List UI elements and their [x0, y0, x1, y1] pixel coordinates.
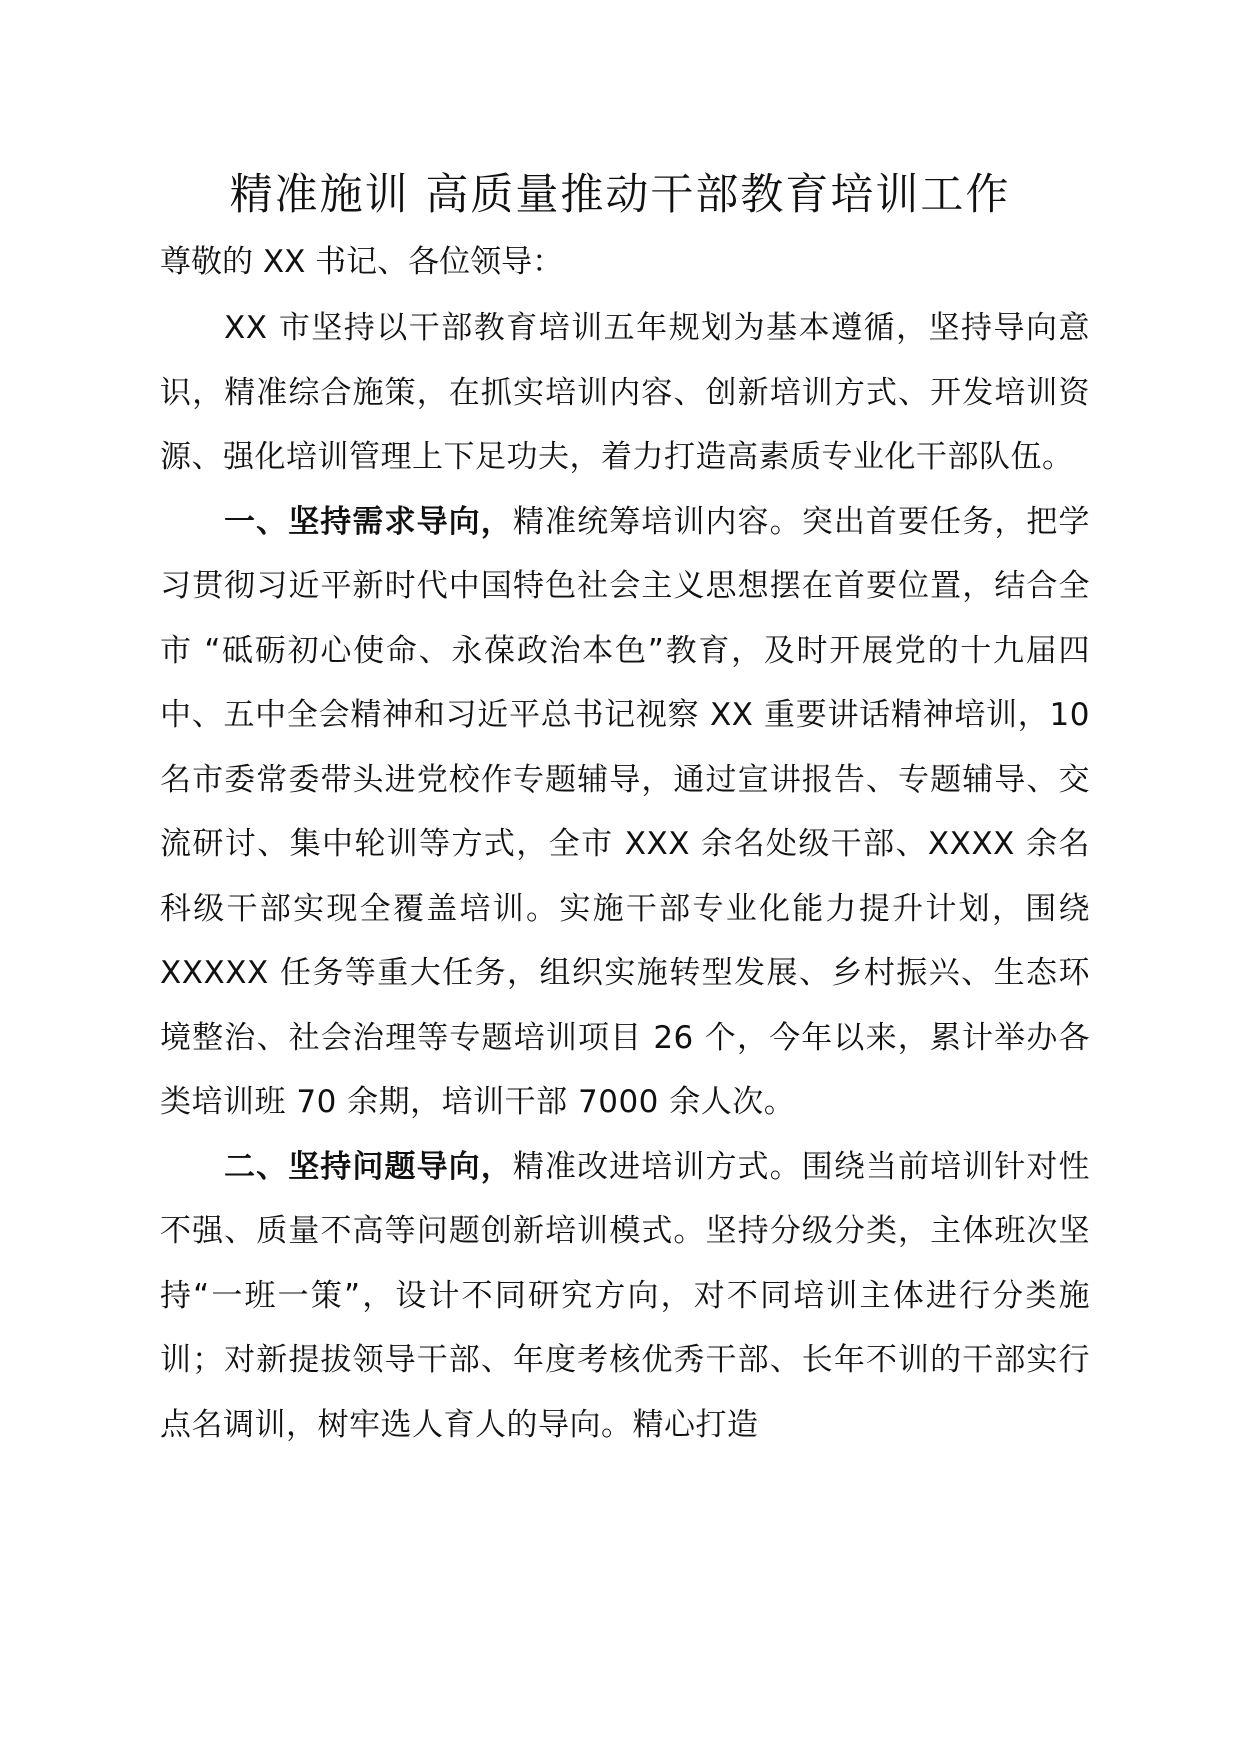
section-one-heading: 一、坚持需求导向， — [224, 503, 513, 540]
salutation: 尊敬的 XX 书记、各位领导： — [160, 244, 564, 280]
document-title: 精准施训 高质量推动干部教育培训工作 — [229, 170, 1011, 220]
paragraph-section-one — [160, 490, 1090, 1135]
paragraph-intro-text: XX 市坚持以干部教育培训五年规划为基本遵循，坚持导向意识，精准综合施策，在抓实培训内容、创新培训方式、开发培训资源、强化培训管理上下足功夫，着力打造高素质专业化干部队伍。 — [160, 310, 1090, 475]
paragraph-section-two — [160, 1135, 1090, 1458]
section-one-text: 精准统筹培训内容。突出首要任务，把学习贯彻习近平新时代中国特色社会主义思想摆在首要位置，结合全市 “砥砺初心使命、永葆政治本色”教育，及时开展党的十九届四中、五中全会精神和习近平总书记视察 XX 重要讲话精神培训，10 名市委常委带头进党校作专题辅导，通过宣讲报告、专题辅导、交流研讨、集中轮训等方式，全市 XXX 余名处级干部、XXXX 余名科级干部实现全覆盖培训。实施干部专业化能力提升计划，围绕 XXXXX 任务等重大任务，组织实施转型发展、乡村振兴、生态环境整治、社会治理等专题培训项目 26 个，今年以来，累计举办各类培训班 70 余期，培训干部 7000 余人次。 — [160, 503, 1091, 1120]
section-two-text: 精准改进培训方式。围绕当前培训针对性不强、质量不高等问题创新培训模式。坚持分级分类，主体班次坚持“一班一策”，设计不同研究方向，对不同培训主体进行分类施训；对新提拔领导干部、年度考核优秀干部、长年不训的干部实行点名调训，树牢选人育人的导向。精心打造 — [160, 1148, 1091, 1443]
section-two-heading: 二、坚持问题导向， — [224, 1148, 513, 1185]
document-body — [160, 296, 1090, 1457]
paragraph-intro — [160, 296, 1090, 490]
